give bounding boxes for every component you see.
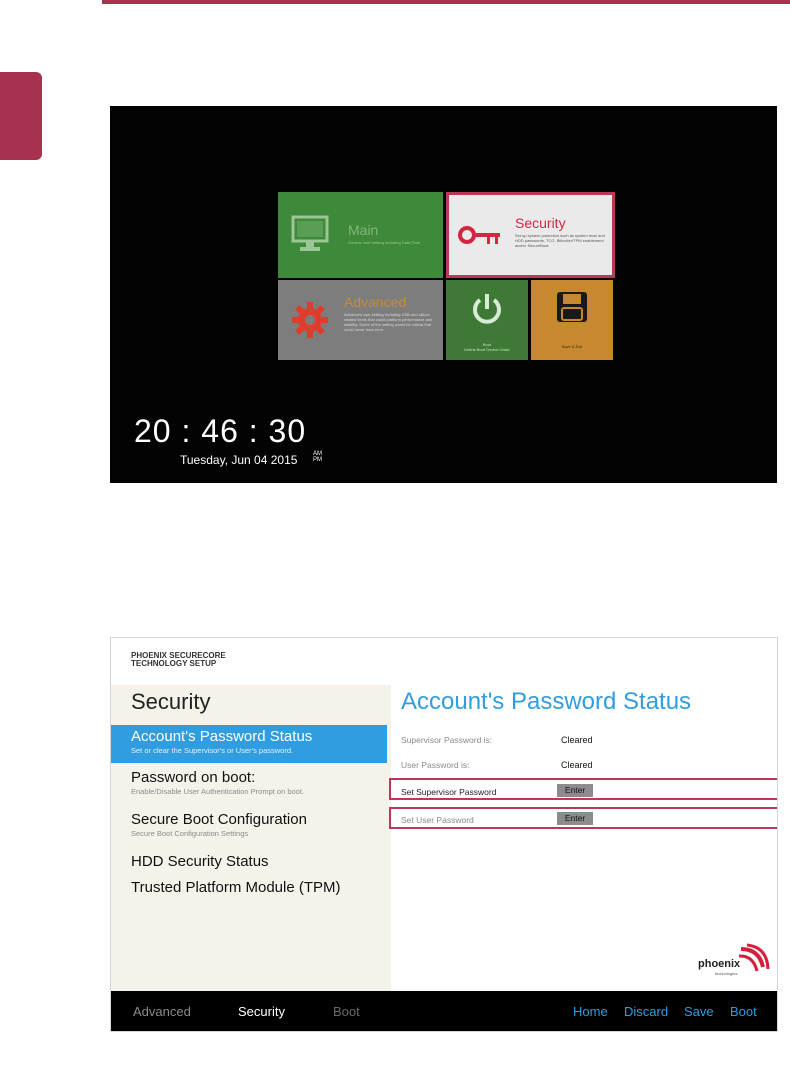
set-user-password-label: Set User Password bbox=[401, 815, 474, 825]
security-nav-panel bbox=[111, 685, 391, 991]
panel-heading: Security bbox=[131, 689, 211, 714]
nav-item-secure-boot-configuration[interactable] bbox=[111, 811, 387, 845]
tile-main-desc: Generic user setting including Date/Time bbox=[348, 240, 421, 245]
tile-boot-title: Boot bbox=[482, 342, 492, 347]
set-supervisor-password-label: Set Supervisor Password bbox=[401, 787, 497, 797]
tile-boot-desc: Define Boot Device Order bbox=[464, 347, 510, 352]
monitor-icon bbox=[290, 214, 330, 254]
home-button[interactable]: Home bbox=[573, 1004, 608, 1019]
set-supervisor-password-enter-button[interactable]: Enter bbox=[557, 784, 593, 797]
phoenix-logo-subtext: technologies bbox=[715, 971, 738, 976]
discard-button[interactable]: Discard bbox=[624, 1004, 669, 1019]
power-icon bbox=[470, 292, 504, 326]
tile-main[interactable] bbox=[278, 192, 443, 278]
setup-menu-screenshot bbox=[110, 106, 777, 483]
nav-item-title: Trusted Platform Module (TPM) bbox=[131, 879, 341, 896]
nav-item-subtitle: Secure Boot Configuration Settings bbox=[131, 829, 249, 838]
security-screen-screenshot bbox=[110, 637, 778, 1032]
nav-item-password-on-boot[interactable] bbox=[111, 769, 387, 803]
clock-am: AM bbox=[313, 451, 322, 457]
nav-item-title: Account's Password Status bbox=[131, 728, 313, 745]
bottom-bar bbox=[111, 991, 778, 1032]
bottom-tab-security[interactable]: Security bbox=[238, 1004, 285, 1019]
tile-security-title: Security bbox=[515, 215, 566, 231]
brand-line-2: TECHNOLOGY SETUP bbox=[131, 659, 217, 668]
tile-main-title: Main bbox=[348, 222, 379, 238]
phoenix-logo-text: phoenix bbox=[698, 958, 741, 970]
tile-save-exit[interactable] bbox=[531, 280, 613, 360]
boot-button[interactable]: Boot bbox=[730, 1004, 757, 1019]
brand-line-1: PHOENIX SECURECORE bbox=[131, 651, 226, 660]
save-button[interactable]: Save bbox=[684, 1004, 714, 1019]
nav-item-subtitle: Enable/Disable User Authentication Prompt on boot. bbox=[131, 787, 305, 796]
clock-time: 20 : 46 : 30 bbox=[134, 413, 307, 449]
content-title: Account's Password Status bbox=[401, 688, 692, 715]
clock-am-pm bbox=[313, 451, 322, 463]
nav-item-title: HDD Security Status bbox=[131, 853, 269, 870]
tile-save-exit-title: Save & Exit bbox=[561, 344, 583, 349]
key-icon bbox=[457, 223, 505, 249]
user-password-label: User Password is: bbox=[401, 760, 470, 770]
phoenix-logo-icon bbox=[737, 943, 771, 975]
supervisor-password-label: Supervisor Password is: bbox=[401, 735, 493, 745]
user-password-value: Cleared bbox=[561, 760, 593, 770]
tile-security-desc: Set up system protection such as system level and HDD passwords, TCG, Bitlocker/TPM enablement and/or SecureBoot. bbox=[515, 233, 605, 248]
tile-advanced-title: Advanced bbox=[344, 294, 407, 310]
bottom-tab-boot[interactable]: Boot bbox=[333, 1004, 360, 1019]
tile-boot[interactable] bbox=[446, 280, 528, 360]
clock-pm: PM bbox=[313, 457, 322, 463]
nav-item-title: Password on boot: bbox=[131, 769, 256, 786]
nav-item-title: Secure Boot Configuration bbox=[131, 811, 307, 828]
tile-advanced-desc: Advanced user setting including USB and silicon related items that could platform performance and stability. Some of the setting would be critical that could never boot error. bbox=[344, 312, 433, 332]
clock-date: Tuesday, Jun 04 2015 bbox=[180, 453, 298, 467]
gear-icon bbox=[290, 300, 330, 340]
tile-security[interactable] bbox=[446, 192, 615, 278]
set-user-password-enter-button[interactable]: Enter bbox=[557, 812, 593, 825]
bottom-tab-advanced[interactable]: Advanced bbox=[133, 1004, 191, 1019]
supervisor-password-value: Cleared bbox=[561, 735, 593, 745]
floppy-disk-icon bbox=[555, 290, 589, 324]
section-tab bbox=[0, 72, 42, 160]
nav-item-subtitle: Set or clear the Supervisor's or User's password. bbox=[131, 746, 294, 755]
header-rule bbox=[102, 0, 790, 4]
nav-item-tpm[interactable] bbox=[111, 879, 387, 901]
brand-text bbox=[131, 652, 226, 668]
tile-advanced[interactable] bbox=[278, 280, 443, 360]
nav-item-account-password-status[interactable] bbox=[111, 725, 387, 763]
nav-item-hdd-security-status[interactable] bbox=[111, 853, 387, 875]
